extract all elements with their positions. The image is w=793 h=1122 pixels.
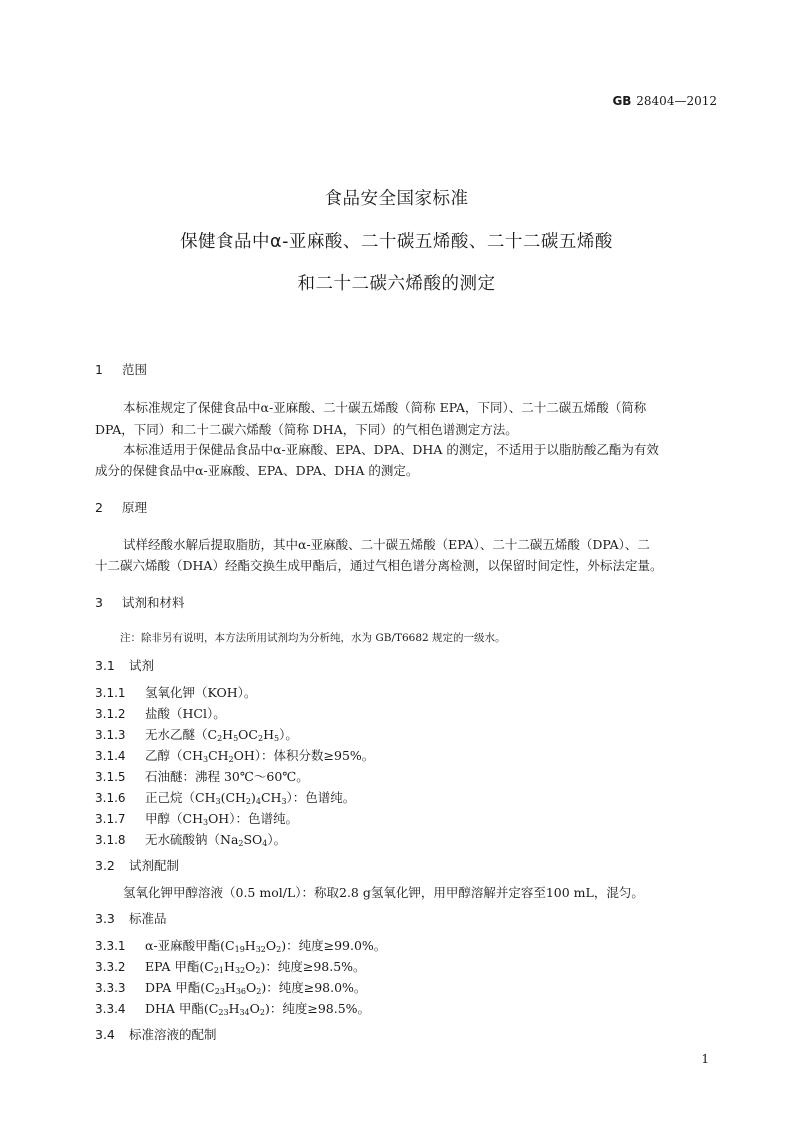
item-text: H xyxy=(224,959,235,974)
subsection-3-2-heading xyxy=(95,856,179,874)
item-text: OC xyxy=(238,727,258,742)
section-3-heading xyxy=(95,593,185,611)
item-text: )：纯度≥99.0%。 xyxy=(281,938,387,953)
subscript: 3 xyxy=(202,818,209,827)
section-1-heading xyxy=(95,360,147,378)
item-number: 3.3.1 xyxy=(95,939,126,953)
section-number: 1 xyxy=(95,362,103,377)
subscript: 21 xyxy=(213,966,225,975)
section-number: 3 xyxy=(95,595,103,610)
item-text: H xyxy=(263,727,274,742)
item-text: H xyxy=(244,938,256,953)
doc-title-line3: 和二十二碳六烯酸的测定 xyxy=(297,274,496,294)
item-text: 氢氧化钾（KOH）。 xyxy=(145,685,257,700)
item-number: 3.1.6 xyxy=(95,791,126,805)
subscript: 5 xyxy=(233,734,239,743)
item-text: CH xyxy=(260,790,282,805)
item-number: 3.3.3 xyxy=(95,981,126,995)
subscript: 23 xyxy=(218,1008,229,1017)
subscript: 2 xyxy=(257,734,264,743)
sec2-paragraph-line2: 十二碳六烯酸（DHA）经酯交换生成甲酯后，通过气相色谱分离检测，以保留时间定性，外标法定量。 xyxy=(95,558,663,573)
reagent-item-3-1-4 xyxy=(95,746,374,764)
item-text: SO xyxy=(243,832,263,847)
subsection-title: 试剂 xyxy=(129,658,155,673)
reagent-item-3-1-8 xyxy=(95,830,286,848)
subscript: 32 xyxy=(255,945,266,954)
page-number: 1 xyxy=(701,1052,709,1066)
item-text: )：纯度≥98.5%。 xyxy=(265,1001,371,1016)
standard-item-3-3-4 xyxy=(95,999,370,1017)
reagent-item-3-1-5 xyxy=(95,767,309,785)
item-text: O xyxy=(245,959,256,974)
subsection-title: 试剂配制 xyxy=(129,858,180,873)
sec1-paragraph-1-line2: DPA，下同）和二十二碳六烯酸（简称 DHA，下同）的气相色谱测定方法。 xyxy=(95,422,518,437)
item-text: OH）：色谱纯。 xyxy=(208,811,298,826)
item-number: 3.3.4 xyxy=(95,1002,126,1016)
standard-item-3-3-3 xyxy=(95,978,366,996)
subsection-number: 3.4 xyxy=(95,1027,115,1042)
item-number: 3.1.1 xyxy=(95,686,126,700)
item-text: α-亚麻酸甲酯(C xyxy=(145,938,235,953)
subscript: 34 xyxy=(239,1008,250,1017)
item-text: DPA 甲酯(C xyxy=(145,980,215,995)
item-text: EPA 甲酯(C xyxy=(145,959,214,974)
section-2-heading xyxy=(95,498,147,516)
subscript: 2 xyxy=(228,755,234,764)
item-text: )：纯度≥98.0%。 xyxy=(261,980,367,995)
subsection-title: 标准溶液的配制 xyxy=(129,1027,217,1042)
subscript: 2 xyxy=(259,1008,265,1017)
standard-prefix: GB xyxy=(612,94,632,108)
item-number: 3.1.8 xyxy=(95,833,126,847)
section-title: 试剂和材料 xyxy=(122,595,185,610)
item-text: ）。 xyxy=(279,727,298,742)
sec1-paragraph-2-line2: 成分的保健食品中α-亚麻酸、EPA、DPA、DHA 的测定。 xyxy=(95,463,419,478)
subsection-3-4-heading xyxy=(95,1025,217,1043)
doc-title-line1: 食品安全国家标准 xyxy=(324,189,469,209)
subscript: 4 xyxy=(262,839,268,848)
item-text: OH）：体积分数≥95%。 xyxy=(233,748,375,763)
item-text: O xyxy=(265,938,277,953)
item-text: 甲醇（CH xyxy=(145,811,203,826)
item-text: 盐酸（HCl）。 xyxy=(145,706,226,721)
item-text: DHA 甲酯(C xyxy=(145,1001,219,1016)
item-number: 3.1.7 xyxy=(95,812,126,826)
sec2-paragraph-line1: 试样经酸水解后提取脂肪，其中α-亚麻酸、二十碳五烯酸（EPA）、二十二碳五烯酸（DPA）、二 xyxy=(123,537,650,552)
item-text: ）。 xyxy=(267,832,287,847)
subscript: 19 xyxy=(234,945,245,954)
item-text: H xyxy=(228,1001,240,1016)
item-text: (CH xyxy=(220,790,246,805)
subsection-title: 标准品 xyxy=(129,911,167,926)
subscript: 4 xyxy=(255,797,261,806)
item-number: 3.1.3 xyxy=(95,728,126,742)
subsection-number: 3.3 xyxy=(95,911,115,926)
sec1-paragraph-2-line1: 本标准适用于保健品食品中α-亚麻酸、EPA、DPA、DHA 的测定，不适用于以脂肪酸乙酯为有效 xyxy=(123,442,659,457)
subscript: 2 xyxy=(256,987,262,996)
section-3-note: 注：除非另有说明，本方法所用试剂均为分析纯，水为 GB/T6682 规定的一级水。 xyxy=(120,632,506,644)
item-number: 3.1.5 xyxy=(95,770,126,784)
subscript: 2 xyxy=(276,945,282,954)
subscript: 2 xyxy=(245,797,251,806)
subscript: 2 xyxy=(238,839,244,848)
standard-item-3-3-2 xyxy=(95,957,366,975)
item-text: 乙醇（CH xyxy=(145,748,203,763)
subscript: 3 xyxy=(202,755,209,764)
reagent-item-3-1-6 xyxy=(95,788,355,806)
subscript: 23 xyxy=(214,987,225,996)
item-text: 无水硫酸钠（Na xyxy=(145,832,239,847)
subsection-3-1-heading xyxy=(95,656,154,674)
reagent-preparation-text: 氢氧化钾甲醇溶液（0.5 mol/L）：称取2.8 g氢氧化钾，用甲醇溶解并定容至100 mL，混匀。 xyxy=(123,885,644,900)
item-text: ）：色谱纯。 xyxy=(286,790,356,805)
section-title: 原理 xyxy=(122,500,148,515)
sec1-paragraph-1-line1: 本标准规定了保健食品中α-亚麻酸、二十碳五烯酸（简称 EPA，下同）、二十二碳五烯酸（简称 xyxy=(123,400,647,415)
reagent-item-3-1-7 xyxy=(95,809,298,827)
subsection-number: 3.2 xyxy=(95,858,115,873)
item-number: 3.3.2 xyxy=(95,960,126,974)
standard-code: 28404—2012 xyxy=(636,94,717,108)
item-text: )：纯度≥98.5%。 xyxy=(260,959,366,974)
item-text: 无水乙醚（C xyxy=(145,727,218,742)
subsection-3-3-heading xyxy=(95,909,167,927)
subscript: 3 xyxy=(215,797,221,806)
item-text: CH xyxy=(208,748,229,763)
subscript: 2 xyxy=(217,734,223,743)
subscript: 32 xyxy=(234,966,246,975)
reagent-item-3-1-3 xyxy=(95,725,298,743)
item-number: 3.1.4 xyxy=(95,749,126,763)
section-number: 2 xyxy=(95,500,103,515)
item-text: H xyxy=(224,980,236,995)
subscript: 36 xyxy=(235,987,247,996)
section-title: 范围 xyxy=(122,362,148,377)
doc-title-line2: 保健食品中α-亚麻酸、二十碳五烯酸、二十二碳五烯酸 xyxy=(180,232,613,252)
subscript: 3 xyxy=(281,797,287,806)
subscript: 5 xyxy=(273,734,280,743)
standard-number xyxy=(612,94,717,108)
standard-item-3-3-1 xyxy=(95,936,386,954)
item-text: ) xyxy=(251,790,256,805)
item-text: O xyxy=(249,1001,260,1016)
item-text: 正己烷（CH xyxy=(145,790,216,805)
item-text: O xyxy=(246,980,257,995)
subscript: 2 xyxy=(255,966,261,975)
subsection-number: 3.1 xyxy=(95,658,115,673)
item-text: H xyxy=(222,727,234,742)
item-number: 3.1.2 xyxy=(95,707,126,721)
item-text: 石油醚：沸程 30℃～60℃。 xyxy=(145,769,309,784)
reagent-item-3-1-1 xyxy=(95,683,256,701)
reagent-item-3-1-2 xyxy=(95,704,226,722)
